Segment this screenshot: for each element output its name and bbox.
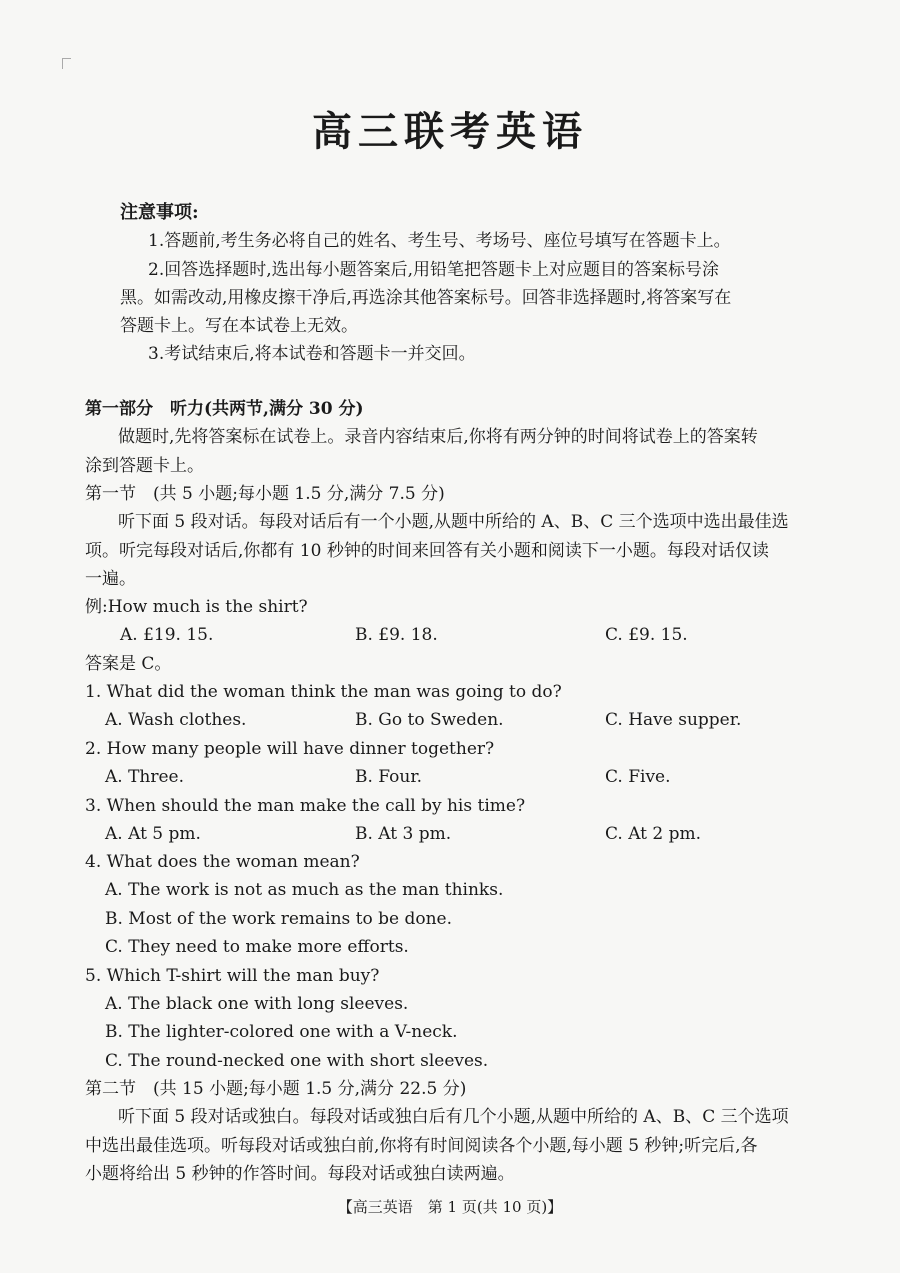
section2-intro-line-1: 听下面 5 段对话或独白。每段对话或独白后有几个小题,从题中所给的 A、B、C 三个选项 bbox=[118, 1107, 789, 1127]
section1-intro-line-1: 听下面 5 段对话。每段对话后有一个小题,从题中所给的 A、B、C 三个选项中选出最佳选 bbox=[118, 512, 789, 532]
question-5: 5. Which T-shirt will the man buy? bbox=[85, 966, 380, 986]
example-option-c: C. £9. 15. bbox=[605, 625, 688, 645]
question-1-option-b: B. Go to Sweden. bbox=[355, 710, 504, 730]
question-3: 3. When should the man make the call by his time? bbox=[85, 796, 526, 816]
question-3-option-b: B. At 3 pm. bbox=[355, 824, 452, 844]
question-4-option-a: A. The work is not as much as the man thinks. bbox=[105, 880, 504, 900]
notice-item-1: 1.答题前,考生务必将自己的姓名、考生号、考场号、座位号填写在答题卡上。 bbox=[148, 231, 731, 251]
section1-intro-line-2: 项。听完每段对话后,你都有 10 秒钟的时间来回答有关小题和阅读下一小题。每段对话仅读 bbox=[85, 541, 769, 561]
question-5-option-c: C. The round-necked one with short sleeves. bbox=[105, 1051, 489, 1071]
section2-intro-line-2: 中选出最佳选项。听每段对话或独白前,你将有时间阅读各个小题,每小题 5 秒钟;听完后,各 bbox=[85, 1136, 758, 1156]
question-1: 1. What did the woman think the man was going to do? bbox=[85, 682, 562, 702]
notice-item-2-line-3: 答题卡上。写在本试卷上无效。 bbox=[120, 316, 358, 336]
page-footer: 【高三英语 第 1 页(共 10 页)】 bbox=[337, 1198, 563, 1216]
page-title: 高三联考英语 bbox=[312, 108, 588, 155]
question-1-option-c: C. Have supper. bbox=[605, 710, 742, 730]
question-2-option-b: B. Four. bbox=[355, 767, 423, 787]
example-option-b: B. £9. 18. bbox=[355, 625, 438, 645]
example-question: 例:How much is the shirt? bbox=[85, 597, 308, 617]
question-4-option-c: C. They need to make more efforts. bbox=[105, 937, 409, 957]
notice-heading: 注意事项: bbox=[120, 202, 199, 223]
notice-item-2-line-2: 黑。如需改动,用橡皮擦干净后,再选涂其他答案标号。回答非选择题时,将答案写在 bbox=[120, 288, 732, 308]
part1-intro-line-1: 做题时,先将答案标在试卷上。录音内容结束后,你将有两分钟的时间将试卷上的答案转 bbox=[118, 427, 758, 447]
section2-intro-line-3: 小题将给出 5 秒钟的作答时间。每段对话或独白读两遍。 bbox=[85, 1164, 515, 1184]
question-4: 4. What does the woman mean? bbox=[85, 852, 360, 872]
part1-heading: 第一部分 听力(共两节,满分 30 分) bbox=[85, 399, 364, 419]
section2-heading: 第二节 (共 15 小题;每小题 1.5 分,满分 22.5 分) bbox=[85, 1079, 467, 1099]
question-3-option-a: A. At 5 pm. bbox=[105, 824, 201, 844]
notice-item-2-line-1: 2.回答选择题时,选出每小题答案后,用铅笔把答题卡上对应题目的答案标号涂 bbox=[148, 260, 720, 280]
example-option-a: A. £19. 15. bbox=[120, 625, 214, 645]
question-4-option-b: B. Most of the work remains to be done. bbox=[105, 909, 452, 929]
question-5-option-a: A. The black one with long sleeves. bbox=[105, 994, 409, 1014]
notice-item-3: 3.考试结束后,将本试卷和答题卡一并交回。 bbox=[148, 344, 476, 364]
question-5-option-b: B. The lighter-colored one with a V-neck. bbox=[105, 1022, 458, 1042]
corner-mark bbox=[62, 58, 71, 69]
question-2-option-c: C. Five. bbox=[605, 767, 671, 787]
part1-intro-line-2: 涂到答题卡上。 bbox=[85, 456, 204, 476]
question-2-option-a: A. Three. bbox=[105, 767, 185, 787]
question-2: 2. How many people will have dinner together? bbox=[85, 739, 495, 759]
section1-intro-line-3: 一遍。 bbox=[85, 569, 136, 589]
example-answer: 答案是 C。 bbox=[85, 654, 172, 674]
question-3-option-c: C. At 2 pm. bbox=[605, 824, 702, 844]
section1-heading: 第一节 (共 5 小题;每小题 1.5 分,满分 7.5 分) bbox=[85, 484, 445, 504]
question-1-option-a: A. Wash clothes. bbox=[105, 710, 247, 730]
